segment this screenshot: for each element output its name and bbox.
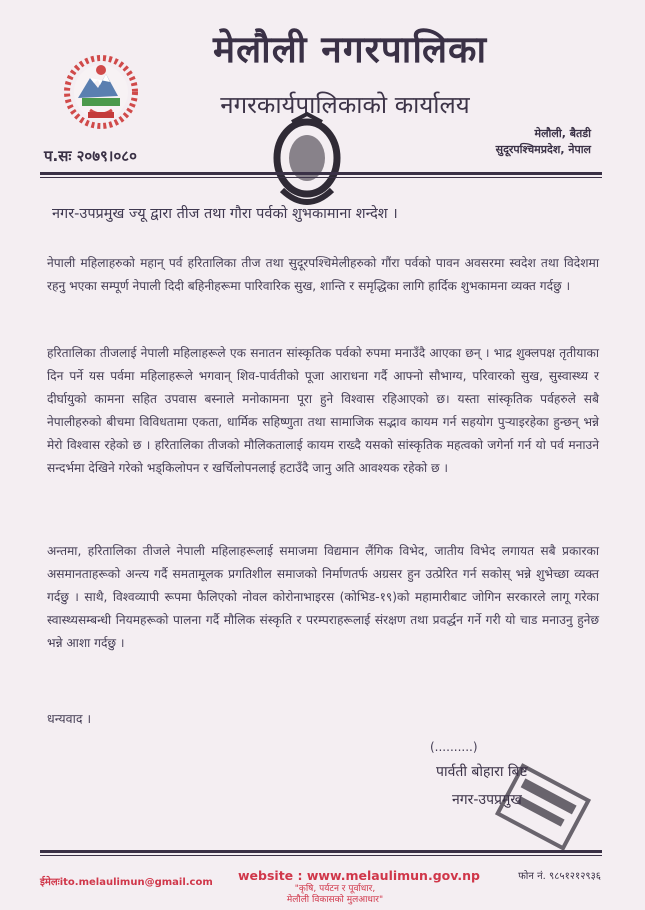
footer-website: website : www.melaulimun.gov.np xyxy=(238,868,480,883)
reference-number: प.सः २०७९।०८० xyxy=(44,147,137,165)
footer-divider-thin xyxy=(40,855,602,856)
body-paragraph-3: अन्तमा, हरितालिका तीजले नेपाली महिलाहरूलाई समाजमा विद्यमान लैंगिक विभेद, जातीय विभेद लगायत सबै प्रकारका असमानताहरूको अन्त्य गर्दै समतामूलक प्रगतिशील समाजको निर्माणतर्फ अग्रसर हुन उत्प्रेरित गर्न सकोस् भन्ने शुभेच्छा व्यक्त गर्दछु । साथै, विश्वव्यापी रूपमा फैलिएको नोवल कोरोनाभाइरस (कोभिड-१९)को महामारीबाट जोगिन सरकारले लागू गरेका स्वास्थ्यसम्बन्धी नियमहरूको पालना गर्दै मौलिक संस्कृति र परम्पराहरूलाई संरक्षण तथा प्रवर्द्धन गर्ने गरी यो चाड मनाउनु हुनेछ भन्ने आशा गर्दछु । xyxy=(47,544,599,650)
header-divider-thin xyxy=(40,177,602,178)
office-address xyxy=(496,126,591,158)
footer-motto xyxy=(265,884,405,906)
motto-line-2: मेलौली विकासको मुलआधार" xyxy=(286,895,384,905)
motto-line-1: "कृषि, पर्यटन र पूर्वाधार, xyxy=(294,884,376,894)
nepal-emblem-icon xyxy=(60,52,142,130)
closing-thanks: धन्यवाद । xyxy=(47,711,92,726)
office-name: नगरकार्यपालिकाको कार्यालय xyxy=(220,91,470,119)
footer-email: ईमेलःito.melaulimun@gmail.com xyxy=(40,877,213,888)
signature-scribble: (..........) xyxy=(430,740,478,754)
letter-subject: नगर-उपप्रमुख ज्यू द्वारा तीज तथा गौरा पर्वको शुभकामाना शन्देश । xyxy=(52,206,398,222)
address-line-1: मेलौली, बैतडी xyxy=(534,127,591,140)
body-paragraph-2: हरितालिका तीजलाई नेपाली महिलाहरूले एक सनातन सांस्कृतिक पर्वको रुपमा मनाउँदै आएका छन् । भाद्र शुक्लपक्ष तृतीयाका दिन पर्ने यस पर्वमा महिलाहरूले भगवान् शिव-पार्वतीको पूजा आराधना गर्दै आफ्नो सौभाग्य, परिवारको सुख, सुस्वास्थ्य र दीर्घायुको कामना सहित उपवास बस्नाले मनोकामना पूरा हुने विश्वास रहिआएको छ। यस्ता सांस्कृतिक पर्वहरुले सबै नेपालीहरुको बीचमा विविधतामा एकता, धार्मिक सहिष्णुता तथा सामाजिक सद्भाव कायम गर्न सहयोग पुऱ्याइरहेका हुन्छन् भन्ने मेरो विश्वास रहेको छ । हरितालिका तीजको मौलिकतालाई कायम राख्दै यसको सांस्कृतिक महत्वको जगेर्ना गर्न यो पर्व मनाउने सन्दर्भमा देखिने गरेको भड्किलोपन र खर्चिलोपनलाई हटाउँदै जानु अति आवश्यक रहेको छ । xyxy=(47,346,599,475)
municipality-name: मेलौली नगरपालिका xyxy=(212,27,488,71)
signatory-title: नगर-उपप्रमुख xyxy=(452,792,522,808)
header-divider xyxy=(40,172,602,175)
signatory-name: पार्वती बोहारा बिष्ट xyxy=(436,764,528,780)
footer-divider xyxy=(40,850,602,853)
footer-phone: फोन नं. ९८५१२१२९३६ xyxy=(518,871,601,882)
address-line-2: सुदूरपश्चिमप्रदेश, नेपाल xyxy=(495,143,591,156)
body-paragraph-1: नेपाली महिलाहरुको महान् पर्व हरितालिका तीज तथा सुदूरपश्चिमेलीहरुको गौंरा पर्वको पावन अवसरमा स्वदेश तथा विदेशमा रहनु भएका सम्पूर्ण नेपाली दिदी बहिनीहरूमा पारिवारिक सुख, शान्ति र समृद्धिका लागि हार्दिक शुभकामना व्यक्त गर्दछु । xyxy=(47,256,599,293)
